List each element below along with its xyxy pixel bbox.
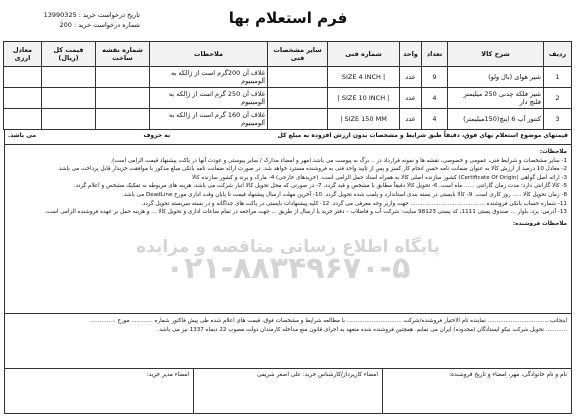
form-title: فرم استعلام بها (228, 9, 348, 27)
cell-quantity: 4 (422, 109, 448, 130)
col-description: شرح کالا (448, 42, 544, 67)
seller-notes-label: ملاحظات فروشنده: (512, 220, 567, 227)
request-number-value: 200 (59, 21, 72, 29)
col-tech-number: شماره فنی (328, 42, 400, 67)
request-date-label: تاریخ درخواست خرید : (78, 11, 140, 19)
cell-drawing-number (96, 109, 150, 130)
watermark-phone: ۰۲۱-۸۸۳۴۹۶۷۰-۵ (165, 251, 411, 286)
note-line: 8- زمان تحویل کالا ..... روز کاری است. 9- کالا بایستی در بسته بندی استاندارد و پلمب شده تحویل گردد. 10- آخرین مهلت ارسال پیشنهاد قیمت تا پایان وقت اداری مورخ DeadLine می باشد. (122, 191, 567, 198)
cell-notes: غلاف آن 200گرم است از ژالکه به آلومینیوم (150, 67, 268, 88)
request-number-row (10, 20, 140, 30)
cell-total-price[interactable] (42, 109, 96, 130)
cell-other-specs (268, 109, 328, 130)
notes-title: ملاحظات: (539, 149, 567, 155)
cell-unit: عدد (400, 88, 422, 109)
table-row (4, 88, 572, 109)
table-row (4, 67, 572, 88)
note-line: 3- ارائه اصل گواهی (Certificate Of Origin) کشور سازنده اصلی کالا به همراه اسناد حمل الزامی است. (خریدهای خارجی) 4- مارک و برند و کشور سازنده کالا (191, 174, 567, 181)
cell-currency-equivalent[interactable] (4, 67, 42, 88)
declaration-line: ............ تحویل شرکت نیکو ایستادگان (محدوده) ایران می نمایم. همچنین فروشنده شده متعهد به اجرای قانون منع مداخله کارمندان دولت مصوب 22 دیماه 1337 نیز می باشد. (157, 327, 567, 333)
cell-notes: غلاف آن 250 گرم است از ژالکه به آلومینیوم (150, 88, 268, 109)
table-header-row (4, 42, 572, 67)
col-row: ردیف (544, 42, 572, 67)
signature-row (4, 369, 572, 414)
cell-description: کنتور آب 6 اینچ(150میلیمتر) (448, 109, 544, 130)
request-date-row (10, 10, 140, 20)
cell-row: 2 (544, 88, 572, 109)
request-number-label: شماره درخواست خرید : (74, 21, 140, 29)
note-line: 5- کالا گارانتی دارد؛ مدت زمان گارانتی ...... ماه است. 6- تحویل کالا دقیقاً مطابق با مشخص و قید گردد. 7- در صورتی که محل تحویل کالا انبار شرکت می باشد، هزینه های مربوطه به تفکیک مشخص و اعلام گردد. (73, 183, 567, 190)
col-quantity: تعداد (422, 42, 448, 67)
cell-currency-equivalent[interactable] (4, 88, 42, 109)
seller-declaration (4, 314, 572, 369)
cell-row: 1 (544, 67, 572, 88)
notice-end: می باشد. (8, 132, 37, 139)
notice-main: قیمتهای موضوع استعلام بهای فوق، دقیقاً طبق شرایط و مشخصات بدون ارزش افزوده به مبلغ کل (277, 132, 568, 139)
cell-drawing-number (96, 88, 150, 109)
cell-tech-number: SIZE 4 INCH | (328, 67, 400, 88)
cell-notes: غلاف آن 160 گرم است از ژالکه به آلومینیوم (150, 109, 268, 130)
seller-signature: نام و نام خانوادگی، مهر، امضاء و تاریخ فروشنده: (382, 369, 571, 413)
cell-unit: عدد (400, 67, 422, 88)
cell-tech-number: | SIZE 10 INCH | (328, 88, 400, 109)
cell-other-specs (268, 88, 328, 109)
form-header (4, 3, 572, 41)
cell-quantity: 4 (422, 88, 448, 109)
cell-description: شیر فلکه چدنی 250 میلیمتر فلنچ دار (448, 88, 544, 109)
col-unit: واحد (400, 42, 422, 67)
cell-currency-equivalent[interactable] (4, 109, 42, 130)
declaration-line: اینجانب .................................. نماینده تام الاختیار فروشنده/شرکت ............................... با مطالعه شرایط و مشخصات فوق، قیمت های اعلام شده طی پیش فاکتور شماره ............ مورخ .............. (90, 318, 567, 324)
notice-in-words: به حروف (143, 132, 171, 139)
watermark-text: پایگاه اطلاع رسانی مناقصه و مزایده (136, 237, 440, 257)
cell-total-price[interactable] (42, 88, 96, 109)
col-drawing-number: شماره نقشه ساخت (96, 42, 150, 67)
col-notes: ملاحظات (150, 42, 268, 67)
col-total-price: قیمت کل (ریال) (42, 42, 96, 67)
manager-signature: امضاء مدیر خرید: (146, 372, 189, 378)
col-currency-equivalent: معادل ارزی (4, 42, 42, 67)
col-other-specs: سایر مشخصات فنی (268, 42, 328, 67)
request-meta (10, 10, 140, 30)
cell-total-price[interactable] (42, 67, 96, 88)
notes-section (4, 145, 572, 314)
buyer-agent-signature: امضاء کارپرداز/کارشناس خرید: علی اصغر شریفی (193, 369, 382, 413)
cell-row: 3 (544, 109, 572, 130)
cell-quantity: 9 (422, 67, 448, 88)
cell-other-specs (268, 67, 328, 88)
total-notice (4, 130, 572, 145)
note-line: 2- معادل 10 درصد از ارزش کالا به عنوان ضمانت نامه حسن انجام کار کسر و پس از تایید واحد فنی به فروشنده مسترد خواهد شد. در صورت ارائه ضمانت نامه بانکی مبلغ مذکور با موافقت خریدار قابل پرداخت می باشد. (57, 166, 567, 173)
cell-tech-number: | SIZE 150 MM (328, 109, 400, 130)
table-row (4, 109, 572, 130)
note-line: 13- آدرس: یزد، بلوار ... صندوق پستی 1111، کد پستی 98123 سایت: شرکت آب و فاضلاب – دفتر خرید یا ارسال از طریق ... جهت مراجعه در تمام ساعات اداری و تحویل کالا ... و هزینه حمل بر عهده فروشنده الزامی است. (44, 209, 567, 216)
cell-unit: عدد (400, 109, 422, 130)
cell-drawing-number (96, 67, 150, 88)
note-line: 11- شماره حساب بانکی فروشنده .......................................... جهت واریز وجه معرفی می گردد. 12- کلیه پیشنهادات بایستی در پاکت های جداگانه و در بسته سربسته تحویل گردد. (141, 200, 567, 207)
note-line: 1- سایر مشخصات و شرایط فنی، عمومی و خصوصی، نقشه ها و نمونه قرارداد در .. برگ به پیوست می باشد.(مهر و امضاء مدارک / سایر پیوستی و عودت آنها در پاکت پیشنهاد قیمت الزامی است). (110, 157, 567, 164)
request-date-value: 13990325 (43, 11, 77, 19)
cell-description: شیر هوای (بال ولو) (448, 67, 544, 88)
inquiry-form (4, 3, 572, 414)
items-table (3, 41, 572, 130)
